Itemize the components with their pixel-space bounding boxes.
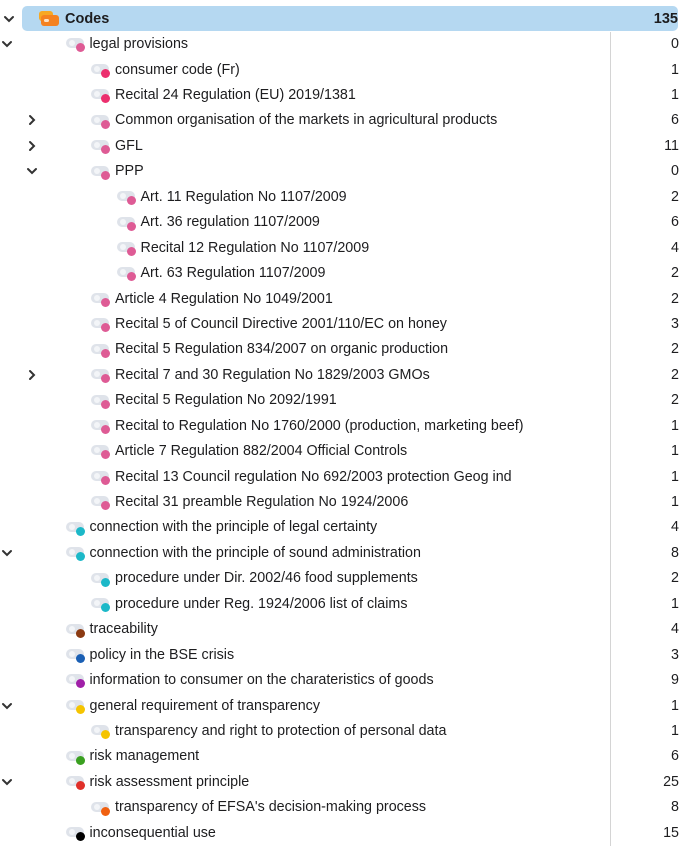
tree-row[interactable] bbox=[0, 820, 685, 845]
tree-row-label: Recital to Regulation No 1760/2000 (production, marketing beef) bbox=[115, 417, 524, 434]
tree-row-label: Art. 11 Regulation No 1107/2009 bbox=[140, 188, 347, 205]
tree-row[interactable] bbox=[0, 413, 685, 438]
tree-row-count: 2 bbox=[671, 570, 679, 587]
tree-row-count: 15 bbox=[663, 824, 679, 841]
tree-row[interactable] bbox=[0, 159, 685, 184]
code-color-icon bbox=[66, 648, 88, 662]
code-color-icon bbox=[91, 444, 113, 458]
code-color-icon bbox=[66, 521, 88, 535]
tree-row-count: 1 bbox=[671, 443, 679, 460]
code-color-icon bbox=[91, 597, 113, 611]
tree-row-label: Recital 12 Regulation No 1107/2009 bbox=[140, 239, 370, 256]
tree-row[interactable] bbox=[0, 617, 685, 642]
code-color-icon bbox=[91, 139, 113, 153]
tree-row[interactable] bbox=[0, 286, 685, 311]
tree-row-label: Recital 5 of Council Directive 2001/110/EC on honey bbox=[115, 315, 447, 332]
tree-row-count: 2 bbox=[671, 341, 679, 358]
tree-row-codes[interactable] bbox=[22, 6, 678, 31]
tree-row-label: Recital 31 preamble Regulation No 1924/2006 bbox=[115, 494, 409, 511]
tree-row[interactable] bbox=[0, 235, 685, 260]
tree-row-count: 4 bbox=[671, 621, 679, 638]
code-color-icon bbox=[91, 165, 113, 179]
tree-row-count: 4 bbox=[671, 519, 679, 536]
tree-row[interactable] bbox=[0, 489, 685, 514]
code-color-icon bbox=[91, 724, 113, 738]
tree-row-label: Recital 13 Council regulation No 692/2003 protection Geog ind bbox=[115, 468, 512, 485]
tree-row-label: Article 7 Regulation 882/2004 Official Controls bbox=[115, 443, 408, 460]
tree-row-count: 1 bbox=[671, 468, 679, 485]
tree-row[interactable] bbox=[0, 795, 685, 820]
code-color-icon bbox=[91, 572, 113, 586]
code-color-icon bbox=[91, 394, 113, 408]
tree-row-count: 1 bbox=[671, 494, 679, 511]
tree-row-count: 1 bbox=[671, 722, 679, 739]
tree-row[interactable] bbox=[0, 210, 685, 235]
tree-row-label: transparency of EFSA's decision-making process bbox=[115, 799, 427, 816]
tree-row-label: procedure under Dir. 2002/46 food supplements bbox=[115, 570, 418, 587]
code-color-icon bbox=[66, 775, 88, 789]
code-color-icon bbox=[66, 699, 88, 713]
tree-row-count: 6 bbox=[671, 748, 679, 765]
tree-row-label: GFL bbox=[115, 137, 143, 154]
chevron-down-icon[interactable] bbox=[0, 37, 14, 51]
tree-row[interactable] bbox=[0, 515, 685, 540]
code-color-icon bbox=[117, 190, 139, 204]
tree-row[interactable] bbox=[0, 133, 685, 158]
tree-row[interactable] bbox=[0, 769, 685, 794]
tree-row-count: 9 bbox=[671, 672, 679, 689]
tree-row-count: 11 bbox=[664, 137, 679, 154]
tree-row[interactable] bbox=[0, 57, 685, 82]
tree-row[interactable] bbox=[0, 362, 685, 387]
tree-row-label: risk assessment principle bbox=[89, 773, 250, 790]
code-color-icon bbox=[91, 317, 113, 331]
tree-row-count: 1 bbox=[671, 87, 679, 104]
tree-row[interactable] bbox=[0, 744, 685, 769]
tree-row-count: 4 bbox=[671, 239, 679, 256]
tree-row[interactable] bbox=[0, 311, 685, 336]
tree-row-label: traceability bbox=[89, 621, 158, 638]
codes-folder-icon bbox=[38, 10, 60, 27]
tree-row[interactable] bbox=[0, 642, 685, 667]
tree-row-label: Art. 63 Regulation 1107/2009 bbox=[140, 265, 326, 282]
code-color-icon bbox=[91, 63, 113, 77]
tree-row-count: 1 bbox=[671, 61, 679, 78]
chevron-right-icon[interactable] bbox=[25, 113, 39, 127]
tree-row[interactable] bbox=[0, 591, 685, 616]
tree-row-label: transparency and right to protection of personal data bbox=[115, 722, 447, 739]
code-color-icon bbox=[91, 88, 113, 102]
tree-row[interactable] bbox=[0, 184, 685, 209]
code-color-icon bbox=[66, 673, 88, 687]
tree-row-count: 1 bbox=[671, 697, 679, 714]
tree-row-label: general requirement of transparency bbox=[89, 697, 320, 714]
tree-row-count: 2 bbox=[671, 366, 679, 383]
tree-row-label: Article 4 Regulation No 1049/2001 bbox=[115, 290, 333, 307]
tree-row-label: Recital 5 Regulation 834/2007 on organic production bbox=[115, 341, 449, 358]
tree-row-label: Recital 24 Regulation (EU) 2019/1381 bbox=[115, 87, 356, 104]
tree-row-label: consumer code (Fr) bbox=[115, 61, 240, 78]
code-color-icon bbox=[91, 343, 113, 357]
code-color-icon bbox=[91, 495, 113, 509]
tree-row[interactable] bbox=[0, 260, 685, 285]
code-color-icon bbox=[117, 266, 139, 280]
tree-row-label: connection with the principle of legal certainty bbox=[89, 519, 378, 536]
tree-row-count: 3 bbox=[671, 646, 679, 663]
code-color-icon bbox=[91, 419, 113, 433]
chevron-right-icon[interactable] bbox=[25, 139, 39, 153]
tree-row-label: Recital 5 Regulation No 2092/1991 bbox=[115, 392, 337, 409]
code-color-icon bbox=[91, 801, 113, 815]
chevron-down-icon[interactable] bbox=[0, 775, 14, 789]
chevron-down-icon[interactable] bbox=[0, 546, 14, 560]
code-color-icon bbox=[66, 546, 88, 560]
chevron-down-icon[interactable] bbox=[0, 699, 14, 713]
tree-row[interactable] bbox=[0, 438, 685, 463]
tree-row-label: connection with the principle of sound administration bbox=[89, 544, 421, 561]
tree-row[interactable] bbox=[0, 31, 685, 56]
code-color-icon bbox=[66, 826, 88, 840]
tree-row-count: 0 bbox=[671, 163, 679, 180]
code-color-icon bbox=[91, 368, 113, 382]
tree-row-count: 8 bbox=[671, 544, 679, 561]
chevron-down-icon[interactable] bbox=[2, 12, 16, 26]
tree-row-count: 1 bbox=[671, 417, 679, 434]
code-color-icon bbox=[91, 292, 113, 306]
tree-row-label: policy in the BSE crisis bbox=[89, 646, 235, 663]
code-tree bbox=[0, 6, 685, 845]
chevron-right-icon[interactable] bbox=[25, 368, 39, 382]
code-color-icon bbox=[91, 114, 113, 128]
tree-row-count: 2 bbox=[671, 188, 679, 205]
tree-row-count: 2 bbox=[671, 265, 679, 282]
code-color-icon bbox=[66, 37, 88, 51]
tree-row-label: risk management bbox=[89, 748, 200, 765]
tree-row-label: PPP bbox=[115, 163, 144, 180]
tree-row-count: 8 bbox=[671, 799, 679, 816]
chevron-down-icon[interactable] bbox=[25, 164, 39, 178]
tree-row-count: 2 bbox=[671, 290, 679, 307]
tree-row[interactable] bbox=[0, 464, 685, 489]
code-color-icon bbox=[66, 750, 88, 764]
tree-row-count: 25 bbox=[663, 773, 679, 790]
tree-row[interactable] bbox=[0, 540, 685, 565]
tree-row[interactable] bbox=[0, 108, 685, 133]
tree-row-count: 3 bbox=[671, 315, 679, 332]
tree-row-label: inconsequential use bbox=[89, 824, 216, 841]
tree-row-count: 0 bbox=[671, 36, 679, 53]
tree-row[interactable] bbox=[0, 337, 685, 362]
tree-row-count: 1 bbox=[671, 595, 679, 612]
code-color-icon bbox=[66, 623, 88, 637]
tree-row-label: Art. 36 regulation 1107/2009 bbox=[140, 214, 320, 231]
tree-row-label: Common organisation of the markets in agricultural products bbox=[115, 112, 498, 129]
tree-row[interactable] bbox=[0, 566, 685, 591]
tree-row-label: information to consumer on the charateristics of goods bbox=[89, 672, 434, 689]
tree-row-label: Codes bbox=[65, 10, 110, 27]
tree-row-count: 2 bbox=[671, 392, 679, 409]
tree-row-count: 135 bbox=[653, 10, 678, 27]
tree-row[interactable] bbox=[0, 667, 685, 692]
tree-row-label: procedure under Reg. 1924/2006 list of claims bbox=[115, 595, 408, 612]
code-color-icon bbox=[117, 241, 139, 255]
tree-row-label: legal provisions bbox=[89, 36, 189, 53]
tree-row-label: Recital 7 and 30 Regulation No 1829/2003 GMOs bbox=[115, 366, 430, 383]
tree-row[interactable] bbox=[0, 693, 685, 718]
tree-row-count: 6 bbox=[671, 214, 679, 231]
code-color-icon bbox=[117, 216, 139, 230]
tree-row[interactable] bbox=[0, 82, 685, 107]
tree-row-count: 6 bbox=[671, 112, 679, 129]
tree-row[interactable] bbox=[0, 388, 685, 413]
code-color-icon bbox=[91, 470, 113, 484]
tree-row[interactable] bbox=[0, 718, 685, 743]
